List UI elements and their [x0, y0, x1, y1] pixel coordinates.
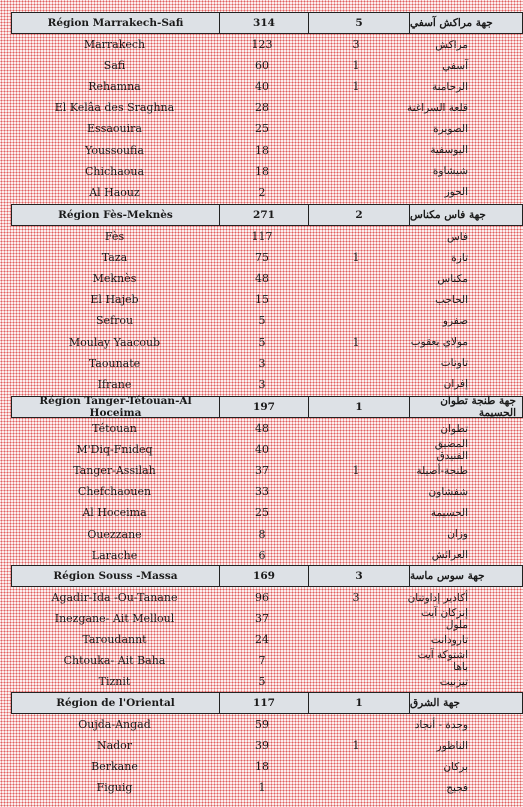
province-name-fr: Agadir-Ida -Ou-Tanane — [51, 591, 178, 605]
province-name-fr: Inezgane- Ait Melloul — [54, 612, 175, 626]
province-name-fr: Tanger-Assilah — [73, 464, 156, 478]
province-total: 3 — [258, 356, 266, 370]
region-header-row — [11, 396, 523, 418]
province-name-fr: Al Hoceima — [82, 506, 147, 520]
province-name-fr: Meknès — [92, 272, 137, 286]
province-name-ar: آسفي — [442, 59, 468, 72]
province-total: 8 — [258, 527, 266, 541]
region-name-ar: جهة سوس ماسة — [410, 570, 485, 582]
region-count: 1 — [309, 397, 410, 417]
province-name-fr: Safi — [103, 59, 126, 73]
province-total: 18 — [255, 164, 269, 178]
table-row — [0, 34, 523, 55]
province-name-fr: Sefrou — [95, 314, 134, 328]
province-name-fr: Ifrane — [97, 377, 132, 391]
province-count: 1 — [352, 251, 360, 265]
table-row — [0, 502, 523, 523]
province-name-ar: اليوسفية — [430, 144, 468, 157]
region-total: 117 — [220, 693, 309, 713]
table-row — [0, 439, 523, 460]
table-row — [0, 268, 523, 289]
province-name-ar: مكناس — [437, 272, 468, 285]
region-name-ar: جهة مراكش آسفي — [410, 17, 493, 29]
province-name-fr: Tiznit — [98, 675, 131, 689]
province-total: 37 — [255, 464, 269, 478]
table-row — [0, 374, 523, 395]
province-name-fr: Taroudannt — [82, 633, 147, 647]
table-row — [0, 608, 523, 629]
region-name-ar: جهة فاس مكناس — [410, 209, 486, 221]
province-name-fr: Moulay Yaacoub — [68, 335, 161, 349]
province-name-fr: El Kelâa des Sraghna — [54, 101, 175, 115]
province-total: 37 — [255, 612, 269, 626]
province-name-fr: Essaouira — [87, 122, 142, 136]
region-name-fr: Région Marrakech-Safi — [12, 13, 220, 33]
region-section — [0, 204, 523, 395]
province-name-ar: أكادير إداوتنان — [407, 591, 468, 604]
table-row — [0, 55, 523, 76]
province-name-ar: تازة — [451, 251, 468, 264]
province-name-ar: تارودانت — [430, 633, 468, 646]
region-header-row — [11, 12, 523, 34]
province-total: 123 — [251, 38, 273, 52]
region-total: 169 — [220, 566, 309, 586]
province-name-ar: الحوز — [444, 186, 468, 199]
region-name-fr: Région Fès-Meknès — [12, 205, 220, 225]
region-total: 271 — [220, 205, 309, 225]
table-row — [0, 629, 523, 650]
province-total: 39 — [255, 739, 269, 753]
province-name-fr: El Hajeb — [90, 293, 139, 307]
province-total: 18 — [255, 760, 269, 774]
table-row — [0, 289, 523, 310]
region-header-row — [11, 565, 523, 587]
province-name-fr: Larache — [91, 548, 138, 562]
province-name-ar: وزان — [447, 528, 468, 541]
region-section — [0, 692, 523, 798]
table-row — [0, 714, 523, 735]
table-row — [0, 247, 523, 268]
region-name-ar: جهة الشرق — [410, 697, 461, 709]
province-name-ar: اشتوكة آيت باها — [417, 648, 468, 673]
region-count: 3 — [309, 566, 410, 586]
table-row — [0, 97, 523, 118]
province-total: 2 — [258, 185, 266, 199]
province-total: 96 — [255, 591, 269, 605]
province-total: 40 — [255, 443, 269, 457]
province-name-fr: Ouezzane — [87, 527, 142, 541]
table-row — [0, 331, 523, 352]
province-name-ar: الحاجب — [435, 293, 468, 306]
province-name-ar: الناظور — [436, 739, 468, 752]
table-row — [0, 118, 523, 139]
region-header-row — [11, 204, 523, 226]
province-name-fr: Figuig — [96, 781, 133, 795]
table-row — [0, 310, 523, 331]
province-name-ar: الرحامنة — [431, 80, 468, 93]
province-name-fr: Tétouan — [92, 422, 137, 436]
province-name-ar: طنجة-أصيلة — [416, 464, 468, 477]
province-count: 1 — [352, 464, 360, 478]
province-total: 40 — [255, 80, 269, 94]
province-total: 7 — [258, 654, 266, 668]
province-name-ar: إفران — [443, 378, 468, 391]
province-total: 5 — [258, 335, 266, 349]
province-count: 1 — [352, 80, 360, 94]
province-total: 33 — [255, 485, 269, 499]
province-total: 48 — [255, 272, 269, 286]
table-row — [0, 523, 523, 544]
province-total: 5 — [258, 314, 266, 328]
province-name-fr: Chichaoua — [84, 164, 145, 178]
province-name-ar: مولاي يعقوب — [410, 336, 468, 349]
province-name-fr: M'Diq-Fnideq — [76, 443, 153, 457]
province-name-fr: Youssoufia — [85, 143, 144, 157]
province-name-ar: الحسيمة — [430, 506, 468, 519]
province-total: 18 — [255, 143, 269, 157]
province-total: 75 — [255, 251, 269, 265]
table-row — [0, 587, 523, 608]
province-name-fr: Oujda-Angad — [78, 718, 151, 732]
province-name-fr: Berkane — [91, 760, 138, 774]
province-name-ar: تطوان — [440, 422, 468, 435]
table-row — [0, 418, 523, 439]
province-name-fr: Chtouka- Ait Baha — [63, 654, 166, 668]
province-name-ar: شفشاون — [428, 485, 468, 498]
province-name-ar: بركان — [443, 760, 468, 773]
province-name-fr: Fès — [104, 230, 125, 244]
province-total: 25 — [255, 506, 269, 520]
province-name-fr: Taounate — [88, 356, 141, 370]
table-row — [0, 161, 523, 182]
province-total: 25 — [255, 122, 269, 136]
region-name-fr: Région Souss -Massa — [12, 566, 220, 586]
province-name-fr: Nador — [96, 739, 133, 753]
province-name-ar: صفرو — [442, 314, 468, 327]
region-name-fr: Région Tanger-Tétouan-Al Hoceima — [12, 397, 220, 417]
table-row — [0, 481, 523, 502]
province-name-ar: المضيق الفنيدق — [434, 437, 468, 462]
table-row — [0, 671, 523, 692]
region-section — [0, 396, 523, 566]
province-name-ar: مراكش — [435, 38, 468, 51]
province-name-ar: وجدة - أنجاد — [414, 718, 468, 731]
province-total: 24 — [255, 633, 269, 647]
region-count: 2 — [309, 205, 410, 225]
region-name-ar: جهة طنجة تطوان الحسيمة — [440, 395, 516, 419]
table-row — [0, 735, 523, 756]
table-row — [0, 777, 523, 798]
province-name-ar: فاس — [446, 230, 468, 243]
province-name-ar: قلعة السراغنة — [406, 101, 468, 114]
province-total: 15 — [255, 293, 269, 307]
province-name-fr: Taza — [101, 251, 128, 265]
province-total: 117 — [251, 230, 273, 244]
table-row — [0, 756, 523, 777]
province-total: 28 — [255, 101, 269, 115]
region-total: 314 — [220, 13, 309, 33]
province-name-ar: العرائش — [431, 549, 468, 562]
province-count: 1 — [352, 59, 360, 73]
province-total: 6 — [258, 548, 266, 562]
table-row — [0, 545, 523, 566]
province-name-ar: الصويرة — [433, 122, 468, 135]
province-name-ar: تاونات — [440, 357, 468, 370]
province-name-ar: تيزنيت — [439, 675, 468, 688]
province-name-ar: شيشاوة — [432, 165, 468, 178]
region-count: 5 — [309, 13, 410, 33]
table-row — [0, 353, 523, 374]
province-count: 1 — [352, 335, 360, 349]
table-row — [0, 226, 523, 247]
province-total: 48 — [255, 422, 269, 436]
province-total: 59 — [255, 718, 269, 732]
region-total: 197 — [220, 397, 309, 417]
province-name-fr: Marrakech — [83, 38, 146, 52]
table-row — [0, 76, 523, 97]
province-total: 5 — [258, 675, 266, 689]
region-name-fr: Région de l'Oriental — [12, 693, 220, 713]
province-name-fr: Chefchaouen — [77, 485, 152, 499]
table-row — [0, 182, 523, 203]
province-total: 1 — [258, 781, 266, 795]
province-total: 3 — [258, 377, 266, 391]
province-count: 1 — [352, 739, 360, 753]
province-name-ar: إنزكان آيت ملول — [420, 606, 468, 631]
province-total: 60 — [255, 59, 269, 73]
region-count: 1 — [309, 693, 410, 713]
province-name-fr: Rehamna — [88, 80, 141, 94]
region-header-row — [11, 692, 523, 714]
table-row — [0, 460, 523, 481]
table-row — [0, 139, 523, 160]
province-name-fr: Al Haouz — [89, 185, 140, 199]
province-count: 3 — [352, 591, 360, 605]
table-row — [0, 650, 523, 671]
region-section — [0, 565, 523, 692]
province-count: 3 — [352, 38, 360, 52]
region-section — [0, 12, 523, 203]
province-name-ar: فجيج — [446, 781, 468, 794]
